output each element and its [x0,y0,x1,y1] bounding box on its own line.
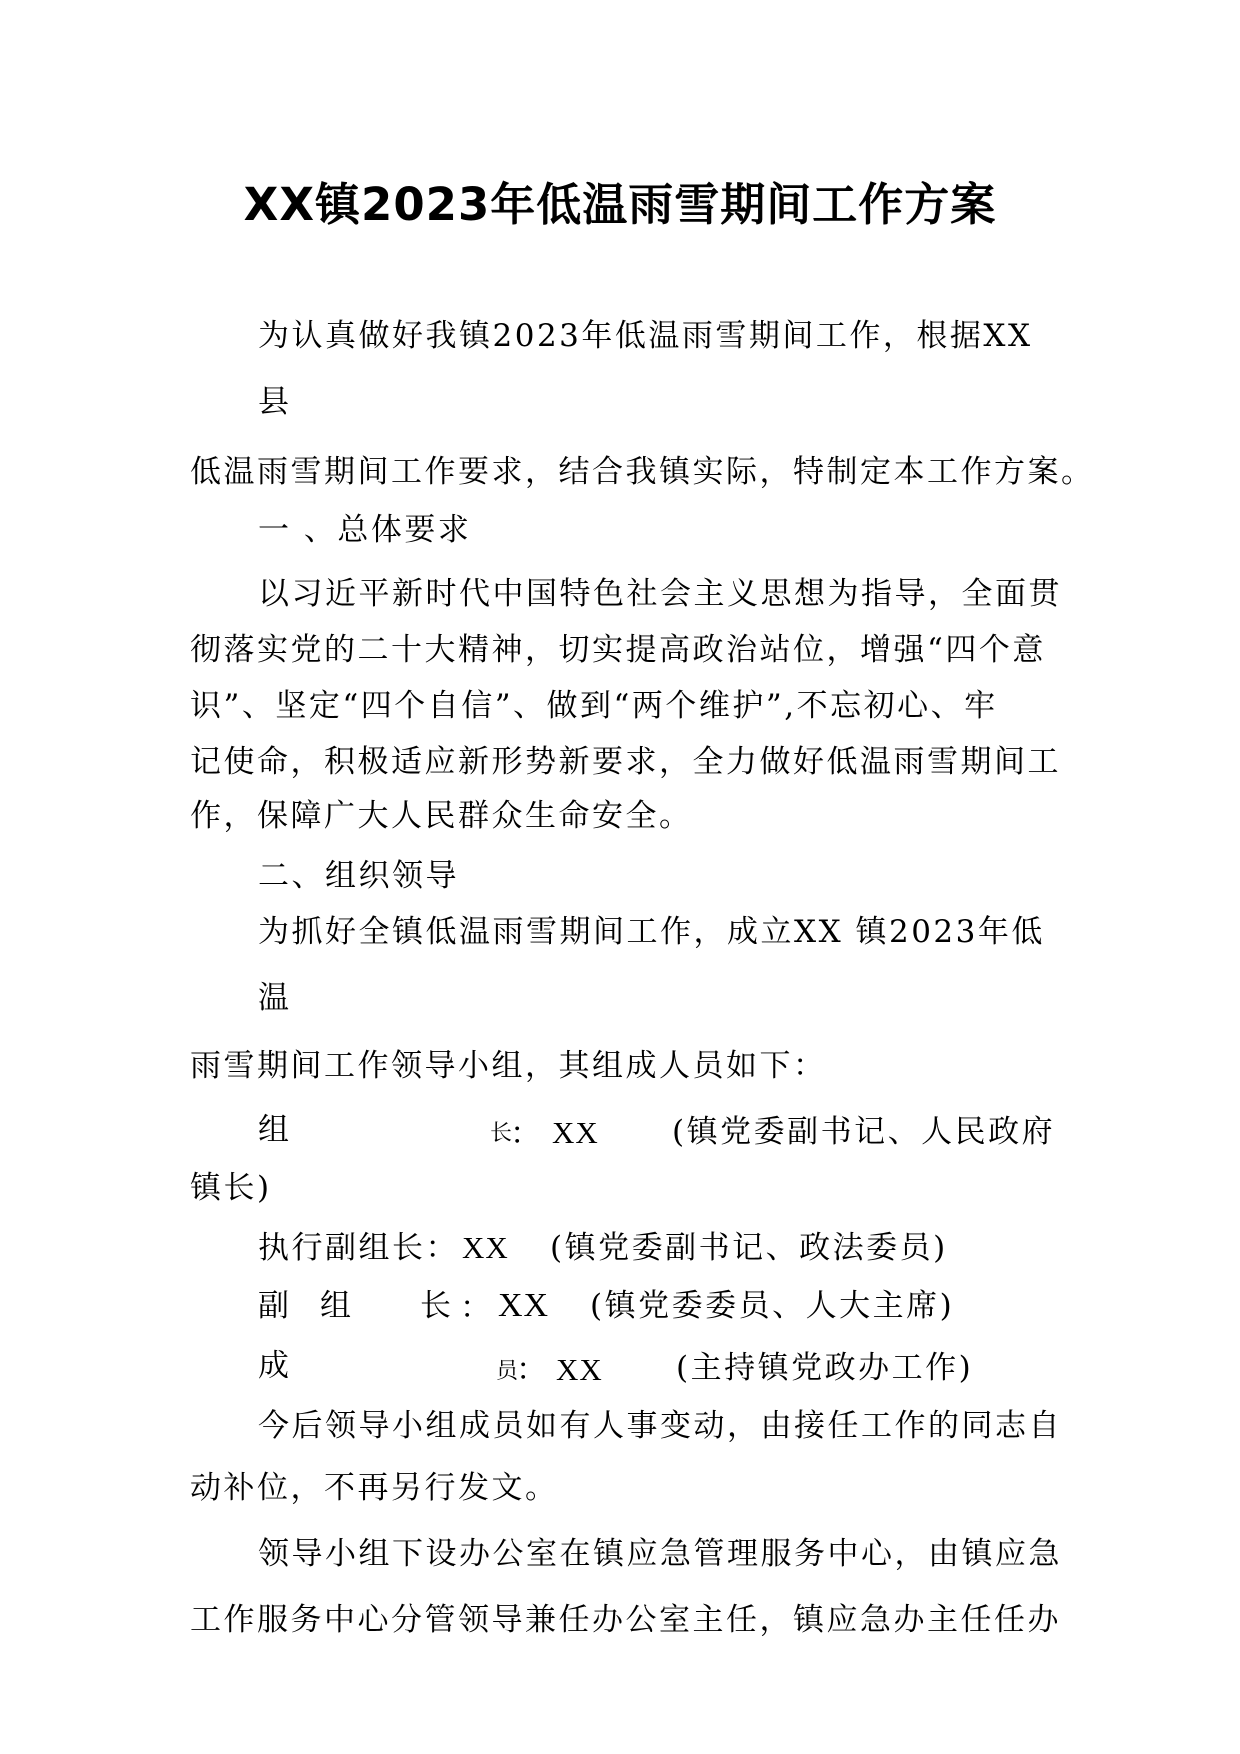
executive-deputy-name: XX [462,1230,509,1265]
member-title-b: 员 [496,1359,520,1384]
leader-title-a: 组 [258,1112,292,1148]
section-1-line: 作，保障广大人民群众生命安全。 [190,798,693,834]
deputy-title-c: 长 [420,1288,454,1324]
section-1-line: 彻落实党的二十大精神，切实提高政治站位，增强“四个意 [190,632,1046,668]
member-title-a: 成 [258,1348,292,1384]
member-name: XX [556,1352,603,1387]
office-line: 工作服务中心分管领导兼任办公室主任，镇应急办主任任办 [190,1602,1061,1638]
leader-colon: ： [510,1116,544,1152]
leader-role: (镇党委副书记、人民政府 [672,1114,1056,1150]
office-line: 领导小组下设办公室在镇应急管理服务中心，由镇应急 [258,1536,1062,1572]
executive-deputy-title: 执行副组长： [258,1230,459,1266]
section-2-intro-line-1: 为抓好全镇低温雨雪期间工作，成立XX 镇2023年低 [258,914,1045,950]
deputy-name: XX [498,1287,550,1324]
leader-name: XX [552,1115,599,1150]
section-2-intro-line-2: 温 [258,980,292,1016]
section-1-line: 识”、坚定“四个自信”、做到“两个维护”,不忘初心、牢 [190,688,998,724]
section-2-intro-line-3: 雨雪期间工作领导小组，其组成人员如下： [190,1048,827,1084]
deputy-colon: ： [460,1290,494,1326]
section-2-heading: 二、组织领导 [258,858,459,894]
deputy-title-b: 组 [320,1288,354,1324]
document-title: XX镇2023年低温雨雪期间工作方案 [243,178,997,231]
intro-line-3: 低温雨雪期间工作要求，结合我镇实际，特制定本工作方案。 [190,454,1095,490]
intro-line-1: 为认真做好我镇2023年低温雨雪期间工作，根据XX [258,318,1033,354]
member-colon: ： [516,1352,550,1388]
section-1-heading: 一 、总体要求 [258,512,472,548]
intro-line-2: 县 [258,384,292,420]
section-1-line: 以习近平新时代中国特色社会主义思想为指导，全面贯 [258,576,1062,612]
leader-title-b: 长 [490,1121,514,1146]
member-role: (主持镇党政办工作) [676,1350,974,1386]
section-1-line: 记使命，积极适应新形势新要求，全力做好低温雨雪期间工 [190,744,1061,780]
note-line: 动补位，不再另行发文。 [190,1470,559,1506]
executive-deputy-role: (镇党委副书记、政法委员) [550,1230,948,1266]
deputy-title-a: 副 [258,1288,292,1324]
deputy-role: (镇党委委员、人大主席) [590,1288,955,1324]
note-line: 今后领导小组成员如有人事变动，由接任工作的同志自 [258,1408,1062,1444]
leader-role-continued: 镇长) [190,1170,272,1206]
